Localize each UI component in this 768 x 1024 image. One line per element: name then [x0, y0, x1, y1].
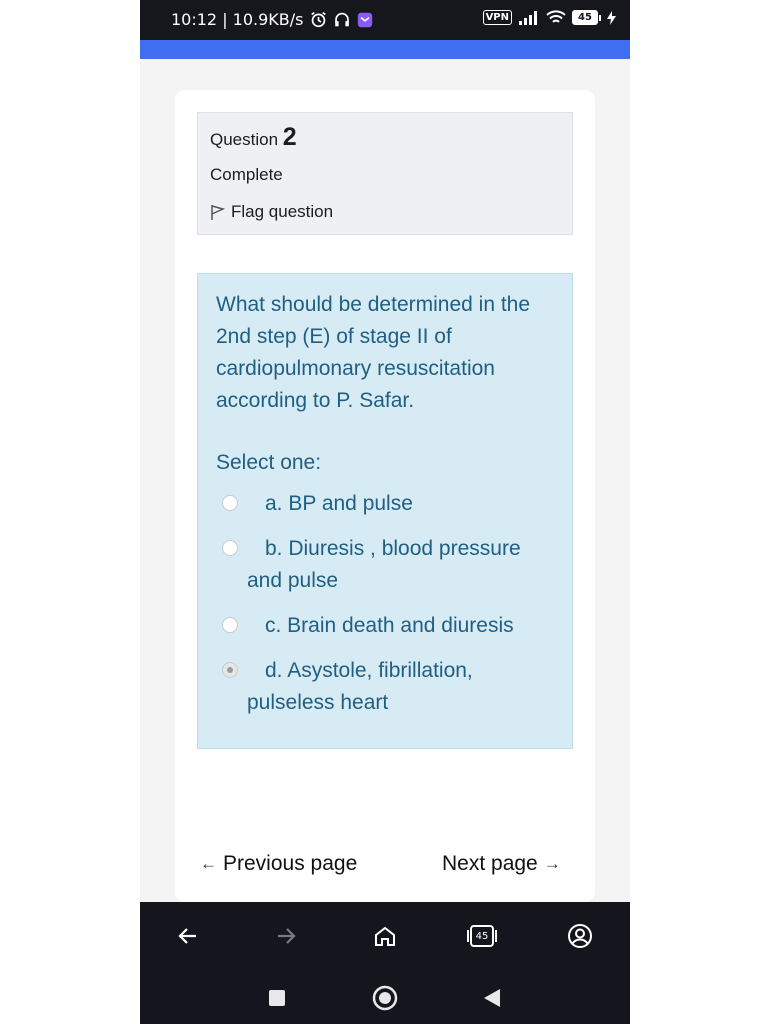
- question-label: Question: [210, 130, 279, 149]
- radio-button-a[interactable]: [222, 495, 238, 511]
- radio-button-b[interactable]: [222, 540, 238, 556]
- option-b-label-continued: and pulse: [247, 569, 339, 592]
- question-number-value: 2: [282, 123, 297, 151]
- status-right: [483, 10, 616, 25]
- question-text: What should be determined in the 2nd step (E) of stage II of cardiopulmonary resuscitation according to P. Safar.: [216, 293, 531, 412]
- flag-question-link[interactable]: [210, 202, 333, 222]
- triangle-back-icon: [483, 988, 501, 1008]
- headset-icon: [333, 11, 351, 28]
- status-time-speed: 10:12 | 10.9KB/s: [171, 10, 304, 29]
- tabs-button[interactable]: [462, 919, 502, 953]
- flag-icon: [210, 204, 225, 220]
- radio-button-c[interactable]: [222, 617, 238, 633]
- previous-page-label: Previous page: [223, 852, 358, 875]
- system-home-button[interactable]: [365, 983, 405, 1013]
- vpn-badge: VPN: [483, 10, 512, 25]
- mail-notification-icon: [357, 12, 373, 28]
- recent-apps-button[interactable]: [257, 983, 297, 1013]
- option-c-label: c. Brain death and diuresis: [265, 614, 514, 637]
- right-arrow-icon: →: [543, 854, 561, 873]
- back-button[interactable]: [168, 919, 208, 953]
- wifi-icon: [546, 10, 566, 25]
- browser-toolbar: [140, 902, 630, 1024]
- home-icon: [373, 924, 397, 948]
- circle-home-icon: [372, 985, 398, 1011]
- option-b-label: b. Diuresis , blood pressure: [265, 537, 521, 560]
- question-state: Complete: [210, 165, 283, 184]
- option-d-label: d. Asystole, fibrillation,: [265, 659, 473, 682]
- option-d-label-continued: pulseless heart: [247, 691, 389, 714]
- back-arrow-icon: [176, 924, 200, 948]
- question-info: [197, 112, 573, 235]
- square-icon: [268, 989, 286, 1007]
- forward-button[interactable]: [266, 919, 306, 953]
- battery-cap: [599, 15, 601, 21]
- status-left: [171, 10, 373, 29]
- battery-indicator: [572, 10, 601, 25]
- signal-icon: [518, 11, 540, 25]
- left-arrow-icon: ←: [200, 854, 217, 873]
- charging-icon: [607, 11, 616, 25]
- next-page-label: Next page: [442, 852, 538, 875]
- option-a-label: a. BP and pulse: [265, 492, 413, 515]
- account-button[interactable]: [560, 919, 600, 953]
- select-one-prompt: Select one:: [216, 451, 322, 474]
- question-number: [210, 123, 297, 152]
- tab-count: 45: [475, 930, 489, 942]
- battery-level: 45: [572, 10, 598, 25]
- flag-question-label: Flag question: [231, 202, 334, 221]
- forward-arrow-icon: [274, 924, 298, 948]
- site-header-bar: [140, 40, 630, 59]
- status-bar: [140, 0, 630, 40]
- system-back-button[interactable]: [472, 983, 512, 1013]
- phone-screen: [140, 0, 630, 1024]
- account-icon: [567, 923, 593, 949]
- alarm-icon: [310, 11, 327, 28]
- previous-page-button[interactable]: [200, 852, 357, 876]
- radio-button-d-selected[interactable]: [222, 662, 238, 678]
- home-button[interactable]: [365, 919, 405, 953]
- next-page-button[interactable]: [442, 852, 561, 876]
- question-card: [175, 90, 595, 902]
- question-content: [197, 273, 573, 749]
